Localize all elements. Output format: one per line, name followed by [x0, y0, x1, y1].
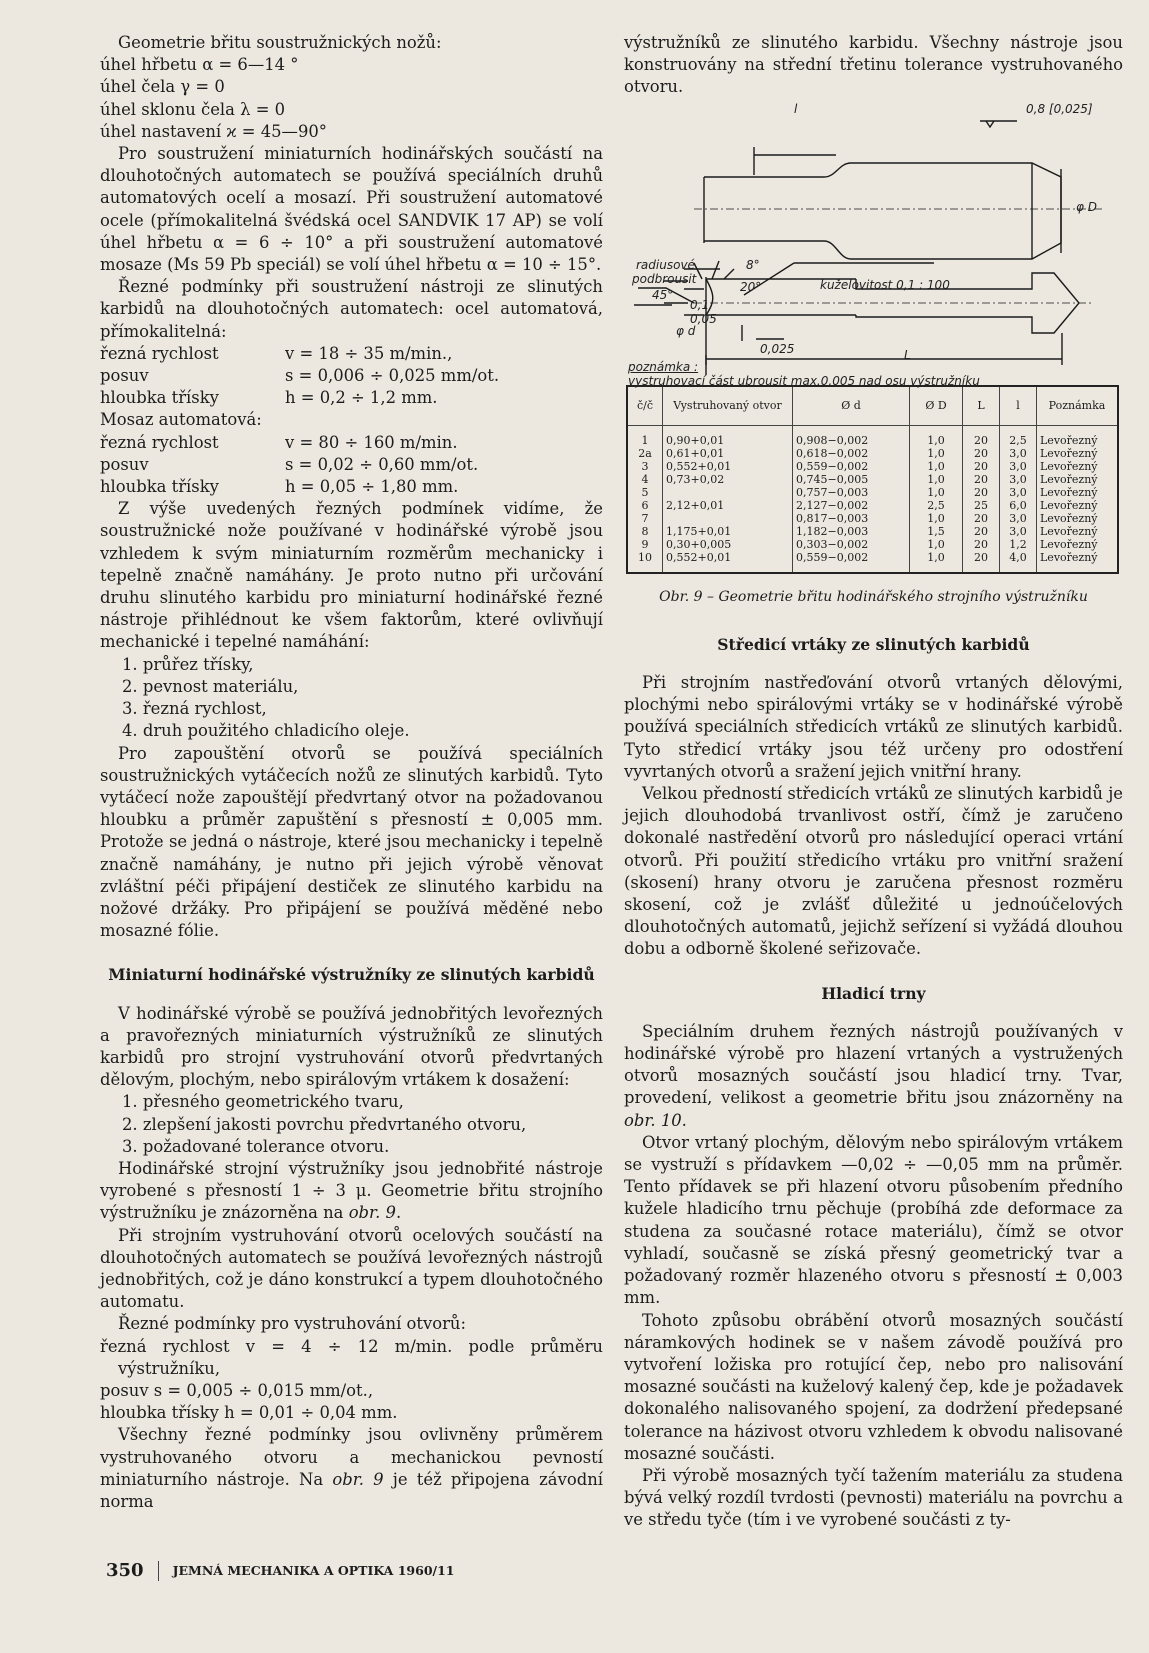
paragraph: Při strojním vystruhování otvorů ocelových součástí na dlouhotočných automatech se používá levořezných nástrojů jednobřitých, což je dáno konstrukcí a typem dlouhotočného automatu. [100, 1225, 603, 1312]
list-item: 2. zlepšení jakosti povrchu předvrtaného otvoru, [122, 1114, 527, 1134]
table-cell [663, 486, 793, 499]
table-cell: 0,61+0,01 [663, 447, 793, 460]
paragraph: Pro soustružení miniaturních hodinářských součástí na dlouhotočných automatech se používá speciálních druhů automatových ocelí a mosazí. Při soustružení automatové ocele (přímokalitelná švédská ocel SANDVIK 17 AP) se volí úhel hřbetu α = 6 ÷ 10° a při soustružení automatové mosaze (Ms 59 Pb speciál) se volí úhel hřbetu α = 10 ÷ 15°. [100, 144, 603, 275]
paragraph: Otvor vrtaný plochým, dělovým nebo spirálovým vrtákem se vystruží s přídavkem —0,02 ÷ —0,05 mm na průměr. Tento přídavek se při hlazení otvoru působením předního kužele hladicího trnu pěchuje (probíhá zde deformace za studena za současné rotace materiálu), čímž se otvor vyhladí, současně se získá přesný geometrický tvar a požadovaný rozměr hlazeného otvoru s přesností ± 0,003 mm. [624, 1132, 1123, 1308]
label-45-degrees: 45° [652, 287, 674, 302]
table-cell: Levořezný [1037, 512, 1119, 525]
table-cell: Levořezný [1037, 551, 1119, 573]
list-item: 3. řezná rychlost, [122, 699, 267, 719]
table-row [627, 551, 1118, 573]
label-01: 0,1 [690, 297, 710, 312]
table-cell: 1 [627, 425, 663, 447]
paragraph: Řezné podmínky při soustružení nástroji ze slinutých karbidů na dlouhotočných automatech: ocel automatová, přímokalitelná: [100, 277, 603, 341]
table-cell: 3,0 [1000, 460, 1037, 473]
brass-title: Mosaz automatová: [100, 410, 262, 430]
condition-label: hloubka třísky [100, 477, 219, 497]
condition-row [100, 343, 603, 365]
table-cell: 20 [963, 425, 1000, 447]
label-radius: radiusové [636, 257, 695, 272]
table-header: L [963, 386, 1000, 426]
label-diameter-d: φ d [676, 323, 696, 338]
footer-separator [158, 1561, 159, 1581]
table-cell: 0,618−0,002 [793, 447, 910, 460]
table-row [627, 525, 1118, 538]
table-cell: 20 [963, 473, 1000, 486]
table-row [627, 460, 1118, 473]
table-cell: 20 [963, 551, 1000, 573]
table-header: Ø d [793, 386, 910, 426]
table-row [627, 473, 1118, 486]
condition-row [100, 365, 603, 387]
table-cell: 7 [627, 512, 663, 525]
table-cell: 10 [627, 551, 663, 573]
paragraph: Velkou předností středicích vrtáků ze slinutých karbidů je jejich dlouhodobá trvanlivost ostří, čímž je zaručeno dokonalé nastředění otvorů pro následující operaci vrtání otvorů. Při použití středicího vrtáku pro vnitřní sražení (skosení) hrany otvoru je zaručena přesnost rozměru skosení, což je zvlášť důležité u jednoúčelových dlouhotočných automatů, jejichž seřízení si vyžádá dlouhou dobu a odborně školené seřizovače. [624, 784, 1123, 959]
table-cell: 4,0 [1000, 551, 1037, 573]
note-title: poznámka : [628, 359, 699, 374]
geometry-line: úhel hřbetu α = 6—14 ° [100, 55, 299, 75]
condition-value: h = 0,2 ÷ 1,2 mm. [285, 388, 438, 408]
section-heading: Hladicí trny [821, 983, 926, 1003]
table-header: č/č [627, 386, 663, 426]
condition-row [100, 432, 603, 454]
paragraph: Tohoto způsobu obrábění otvorů mosazných součástí náramkových hodinek se v našem závodě používá pro vytvoření ložiska pro rotující čep, nebo pro nalisování mosazné součásti na kuželový kalený čep, kde je požadavek dokonalého nalisovaného spojení, za dodržení předepsané tolerance na házivost otvoru vzhledem k obvodu nalisované mosazné součásti. [624, 1310, 1123, 1463]
table-cell: 0,30+0,005 [663, 538, 793, 551]
table-cell: 1,5 [910, 525, 963, 538]
table-cell: 20 [963, 447, 1000, 460]
table-cell: 1,175+0,01 [663, 525, 793, 538]
list-item: 1. průřez třísky, [122, 654, 254, 674]
table-cell: 2,127−0,002 [793, 499, 910, 512]
geometry-title: Geometrie břitu soustružnických nožů: [118, 33, 442, 52]
table-cell: 0,908−0,002 [793, 425, 910, 447]
label-L: L [904, 347, 911, 362]
table-cell: 3 [627, 460, 663, 473]
table-cell: 1,0 [910, 512, 963, 525]
figure-reference: obr. 10 [624, 1110, 682, 1130]
table-cell: 0,552+0,01 [663, 551, 793, 573]
table-cell [663, 512, 793, 525]
table-row [627, 499, 1118, 512]
paragraph: Při výrobě mosazných tyčí tažením materiálu za studena bývá velký rozdíl tvrdosti (pevnosti) materiálu na povrchu a ve středu tyče (tím i ve vyrobené součásti z ty- [624, 1465, 1123, 1530]
table-header: Ø D [910, 386, 963, 426]
paragraph-text: . [681, 1110, 687, 1130]
table-cell: 0,552+0,01 [663, 460, 793, 473]
table-cell: 2a [627, 447, 663, 460]
table-row [627, 447, 1118, 460]
table-cell: 1,0 [910, 538, 963, 551]
table-cell: 0,303−0,002 [793, 538, 910, 551]
table-cell: 1,0 [910, 473, 963, 486]
table-cell: 6 [627, 499, 663, 512]
label-diameter-D: φ D [1076, 199, 1097, 214]
table-cell: 3,0 [1000, 525, 1037, 538]
reaming-condition: posuv s = 0,005 ÷ 0,015 mm/ot., [100, 1380, 374, 1400]
table-cell: 20 [963, 538, 1000, 551]
paragraph: Pro zapouštění otvorů se používá speciálních soustružnických vytáčecích nožů ze slinutých karbidů. Tyto vytáčecí nože zapouštějí předvrtaný otvor na požadovanou hloubku a průměr zapuštění s přesností ± 0,005 mm. Protože se jedná o nástroje, které jsou mechanicky i tepelně značně namáhány, je nutno při jejich výrobě věnovat zvláštní péči připájení destiček ze slinutého karbidu na nožové držáky. Pro připájení se používá měděné nebo mosazné fólie. [100, 743, 603, 941]
label-005: 0,05 [690, 311, 717, 326]
left-column [100, 32, 603, 1513]
table-cell: 20 [963, 525, 1000, 538]
table-cell: 3,0 [1000, 447, 1037, 460]
condition-label: posuv [100, 454, 149, 474]
table-header: Poznámka [1037, 386, 1119, 426]
table-cell: 5 [627, 486, 663, 499]
list-item: 1. přesného geometrického tvaru, [122, 1092, 404, 1112]
condition-row [100, 387, 603, 409]
condition-value: s = 0,02 ÷ 0,60 mm/ot. [285, 454, 479, 474]
paragraph: Při strojním nastřeďování otvorů vrtaných dělovými, plochými nebo spirálovými vrtáky se v hodinářské výrobě používá speciálních středicích vrtáků ze slinutých karbidů. Tyto středicí vrtáky jsou též určeny pro odostření vyvrtaných otvorů a sražení jejich vnitřní hrany. [624, 673, 1123, 781]
label-roughness: 0,8 [0,025] [1026, 101, 1093, 116]
list-item: 3. požadované tolerance otvoru. [122, 1136, 390, 1156]
table-cell: 3,0 [1000, 512, 1037, 525]
table-cell: 3,0 [1000, 486, 1037, 499]
paragraph: výstružníků ze slinutého karbidu. Všechny nástroje jsou konstruovány na střední třetinu tolerance vystruhovaného otvoru. [624, 33, 1123, 97]
table-header: l [1000, 386, 1037, 426]
table-cell: 1,182−0,003 [793, 525, 910, 538]
reaming-condition: řezná rychlost v = 4 ÷ 12 m/min. podle průměru výstružníku, [100, 1336, 603, 1378]
reamer-drawing [624, 101, 1123, 388]
figure-caption: Obr. 9 – Geometrie břitu hodinářského strojního výstružníku [659, 588, 1088, 605]
paragraph: V hodinářské výrobě se používá jednobřitých levořezných a pravořezných miniaturních výstružníků ze slinutých karbidů pro strojní vystruhování otvorů předvrtaných dělovým, plochým, nebo spirálovým vrtákem k dosažení: [100, 1003, 603, 1090]
label-taper: kuželovitost 0,1 : 100 [820, 277, 950, 292]
table-cell: 0,73+0,02 [663, 473, 793, 486]
table-cell: 9 [627, 538, 663, 551]
table-cell: 0,745−0,005 [793, 473, 910, 486]
paragraph [624, 1021, 1123, 1132]
table-header-row [627, 386, 1118, 426]
condition-label: posuv [100, 366, 149, 386]
condition-value: h = 0,05 ÷ 1,80 mm. [285, 477, 459, 497]
table-cell: 0,559−0,002 [793, 460, 910, 473]
paragraph: Z výše uvedených řezných podmínek vidíme, že soustružnické nože používané v hodinářské výrobě jsou vzhledem k svým miniaturním rozměrům mechanicky i tepelně značně namáhány. Je proto nutno při určování druhu slinutého karbidu pro miniaturní hodinářské řezné nástroje přihlédnout ke všem faktorům, které ovlivňují mechanické i tepelné namáhání: [100, 499, 603, 652]
label-undercut: podbrousit [632, 271, 697, 286]
note-text: vystruhovací část ubrousit max.0,005 nad osu výstružníku [628, 373, 980, 388]
label-0025: 0,025 [760, 341, 795, 356]
geometry-line: úhel sklonu čela λ = 0 [100, 99, 286, 119]
table-cell: Levořezný [1037, 538, 1119, 551]
journal-title: JEMNÁ MECHANIKA A OPTIKA 1960/11 [172, 1563, 455, 1578]
table-row [627, 425, 1118, 447]
section-heading: Středicí vrtáky ze slinutých karbidů [717, 634, 1030, 654]
condition-value: v = 80 ÷ 160 m/min. [285, 432, 458, 452]
table-cell: Levořezný [1037, 473, 1119, 486]
reamer-table [626, 385, 1119, 574]
paragraph-text: je též připojena závodní norma [100, 1469, 603, 1511]
table-cell: Levořezný [1037, 525, 1119, 538]
table-row [627, 538, 1118, 551]
table-cell: Levořezný [1037, 425, 1119, 447]
label-8-degrees: 8° [746, 257, 760, 272]
paragraph-text: Hodinářské strojní výstružníky jsou jednobřité nástroje vyrobené s přesností 1 ÷ 3 μ. Geometrie břitu strojního výstružníku je znázorněna na [100, 1158, 603, 1223]
paragraph-text: Všechny řezné podmínky jsou ovlivněny průměrem vystruhovaného otvoru a mechanickou pevností miniaturního nástroje. Na [100, 1425, 603, 1489]
table-cell: 1,0 [910, 425, 963, 447]
condition-label: řezná rychlost [100, 343, 219, 363]
label-l: l [794, 101, 798, 116]
condition-value: v = 18 ÷ 35 m/min., [285, 343, 453, 363]
table-cell: 1,0 [910, 460, 963, 473]
table-cell: 0,559−0,002 [793, 551, 910, 573]
table-cell: 2,5 [1000, 425, 1037, 447]
table-cell: Levořezný [1037, 499, 1119, 512]
condition-row [100, 454, 603, 476]
table-cell: 3,0 [1000, 473, 1037, 486]
table-cell: Levořezný [1037, 447, 1119, 460]
table-cell: 6,0 [1000, 499, 1037, 512]
paragraph [100, 1424, 603, 1513]
paragraph-text: . [395, 1203, 402, 1223]
page-number: 350 [106, 1560, 144, 1581]
label-20-degrees: 20° [740, 279, 762, 294]
section-heading: Miniaturní hodinářské výstružníky ze slinutých karbidů [108, 965, 595, 985]
condition-value: s = 0,006 ÷ 0,025 mm/ot. [285, 366, 500, 386]
table-row [627, 512, 1118, 525]
table-cell: 1,0 [910, 551, 963, 573]
table-body [627, 425, 1118, 573]
table-cell: Levořezný [1037, 486, 1119, 499]
table-cell: 8 [627, 525, 663, 538]
table-row [627, 486, 1118, 499]
reamer-drawing-svg [624, 103, 1123, 375]
condition-row [100, 476, 603, 498]
page-footer [106, 1560, 454, 1581]
geometry-line: úhel čela γ = 0 [100, 77, 225, 97]
list-item: 2. pevnost materiálu, [122, 676, 299, 696]
list-item: 4. druh použitého chladicího oleje. [122, 721, 410, 741]
table-cell: 20 [963, 512, 1000, 525]
table-cell: 0,90+0,01 [663, 425, 793, 447]
table-cell: 0,817−0,003 [793, 512, 910, 525]
table-cell: 2,5 [910, 499, 963, 512]
table-cell: 4 [627, 473, 663, 486]
condition-label: řezná rychlost [100, 432, 219, 452]
condition-label: hloubka třísky [100, 388, 219, 408]
table-cell: 1,2 [1000, 538, 1037, 551]
geometry-line: úhel nastavení ϰ = 45—90° [100, 121, 328, 141]
paragraph-text: Speciálním druhem řezných nástrojů používaných v hodinářské výrobě pro hlazení vrtaných a vystružených otvorů mosazných součástí jsou hladicí trny. Tvar, provedení, velikost a geometrie břitu jsou znázorněny na [624, 1021, 1123, 1108]
table-cell: 0,757−0,003 [793, 486, 910, 499]
table-cell: Levořezný [1037, 460, 1119, 473]
table-cell: 20 [963, 486, 1000, 499]
paragraph: Řezné podmínky pro vystruhování otvorů: [118, 1314, 467, 1334]
right-column [624, 32, 1123, 1532]
table-cell: 2,12+0,01 [663, 499, 793, 512]
table-header: Vystruhovaný otvor [663, 386, 793, 426]
reaming-condition: hloubka třísky h = 0,01 ÷ 0,04 mm. [100, 1403, 398, 1423]
table-cell: 25 [963, 499, 1000, 512]
figure-reference: obr. 9 [348, 1203, 396, 1223]
table-cell: 1,0 [910, 447, 963, 460]
table-cell: 1,0 [910, 486, 963, 499]
table-cell: 20 [963, 460, 1000, 473]
figure-reference: obr. 9 [332, 1469, 384, 1489]
paragraph [100, 1158, 603, 1225]
